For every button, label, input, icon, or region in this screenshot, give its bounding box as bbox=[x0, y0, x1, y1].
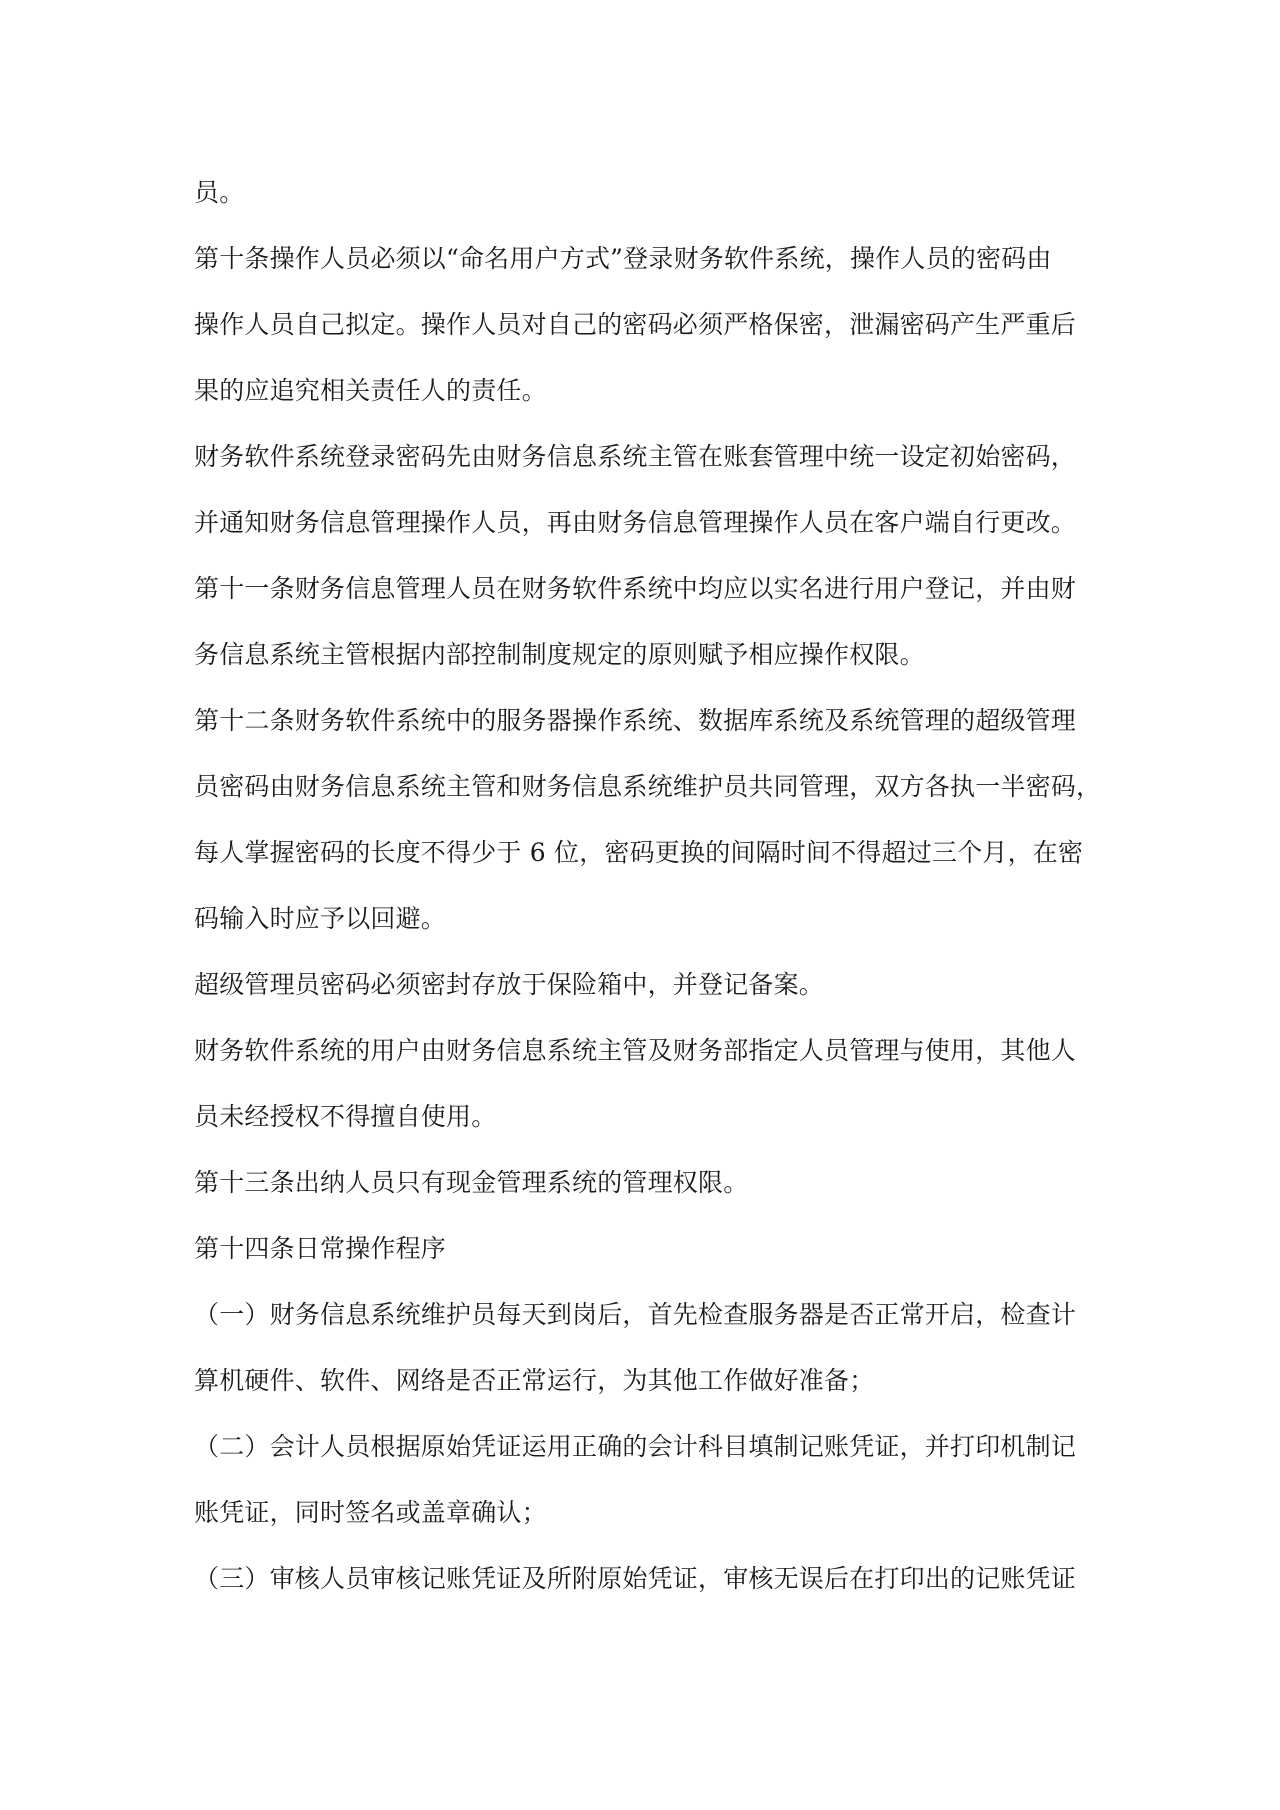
text-line: 码输入时应予以回避。 bbox=[194, 904, 447, 933]
text-line: 员未经授权不得擅自使用。 bbox=[194, 1102, 497, 1131]
text-line: 第十四条日常操作程序 bbox=[194, 1234, 447, 1263]
text-line: 操作人员自己拟定。操作人员对自己的密码必须严格保密，泄漏密码产生严重后 bbox=[194, 310, 1077, 339]
text-line: 每人掌握密码的长度不得少于 6 位，密码更换的间隔时间不得超过三个月，在密 bbox=[194, 838, 1084, 867]
text-line: （一）财务信息系统维护员每天到岗后，首先检查服务器是否正常开启，检查计 bbox=[194, 1300, 1077, 1329]
text-line: 第十三条出纳人员只有现金管理系统的管理权限。 bbox=[194, 1168, 749, 1197]
text-line: 员。 bbox=[194, 178, 245, 207]
text-line: 财务软件系统登录密码先由财务信息系统主管在账套管理中统一设定初始密码， bbox=[194, 442, 1077, 471]
document-body bbox=[194, 160, 1102, 1612]
text-line: 账凭证，同时签名或盖章确认； bbox=[194, 1498, 547, 1527]
text-line: 算机硬件、软件、网络是否正常运行，为其他工作做好准备； bbox=[194, 1366, 875, 1395]
text-line: 并通知财务信息管理操作人员，再由财务信息管理操作人员在客户端自行更改。 bbox=[194, 508, 1077, 537]
text-line: （二）会计人员根据原始凭证运用正确的会计科目填制记账凭证，并打印机制记 bbox=[194, 1432, 1077, 1461]
text-line: 第十条操作人员必须以“命名用户方式”登录财务软件系统，操作人员的密码由 bbox=[194, 244, 1052, 273]
text-line: 务信息系统主管根据内部控制制度规定的原则赋予相应操作权限。 bbox=[194, 640, 925, 669]
text-line: （三）审核人员审核记账凭证及所附原始凭证，审核无误后在打印出的记账凭证 bbox=[194, 1564, 1077, 1593]
text-line: 第十一条财务信息管理人员在财务软件系统中均应以实名进行用户登记，并由财 bbox=[194, 574, 1077, 603]
text-line: 果的应追究相关责任人的责任。 bbox=[194, 376, 547, 405]
text-line: 超级管理员密码必须密封存放于保险箱中，并登记备案。 bbox=[194, 970, 825, 999]
text-line: 第十二条财务软件系统中的服务器操作系统、数据库系统及系统管理的超级管理 bbox=[194, 706, 1077, 735]
text-line: 员密码由财务信息系统主管和财务信息系统维护员共同管理，双方各执一半密码， bbox=[194, 772, 1102, 801]
text-line: 财务软件系统的用户由财务信息系统主管及财务部指定人员管理与使用，其他人 bbox=[194, 1036, 1077, 1065]
